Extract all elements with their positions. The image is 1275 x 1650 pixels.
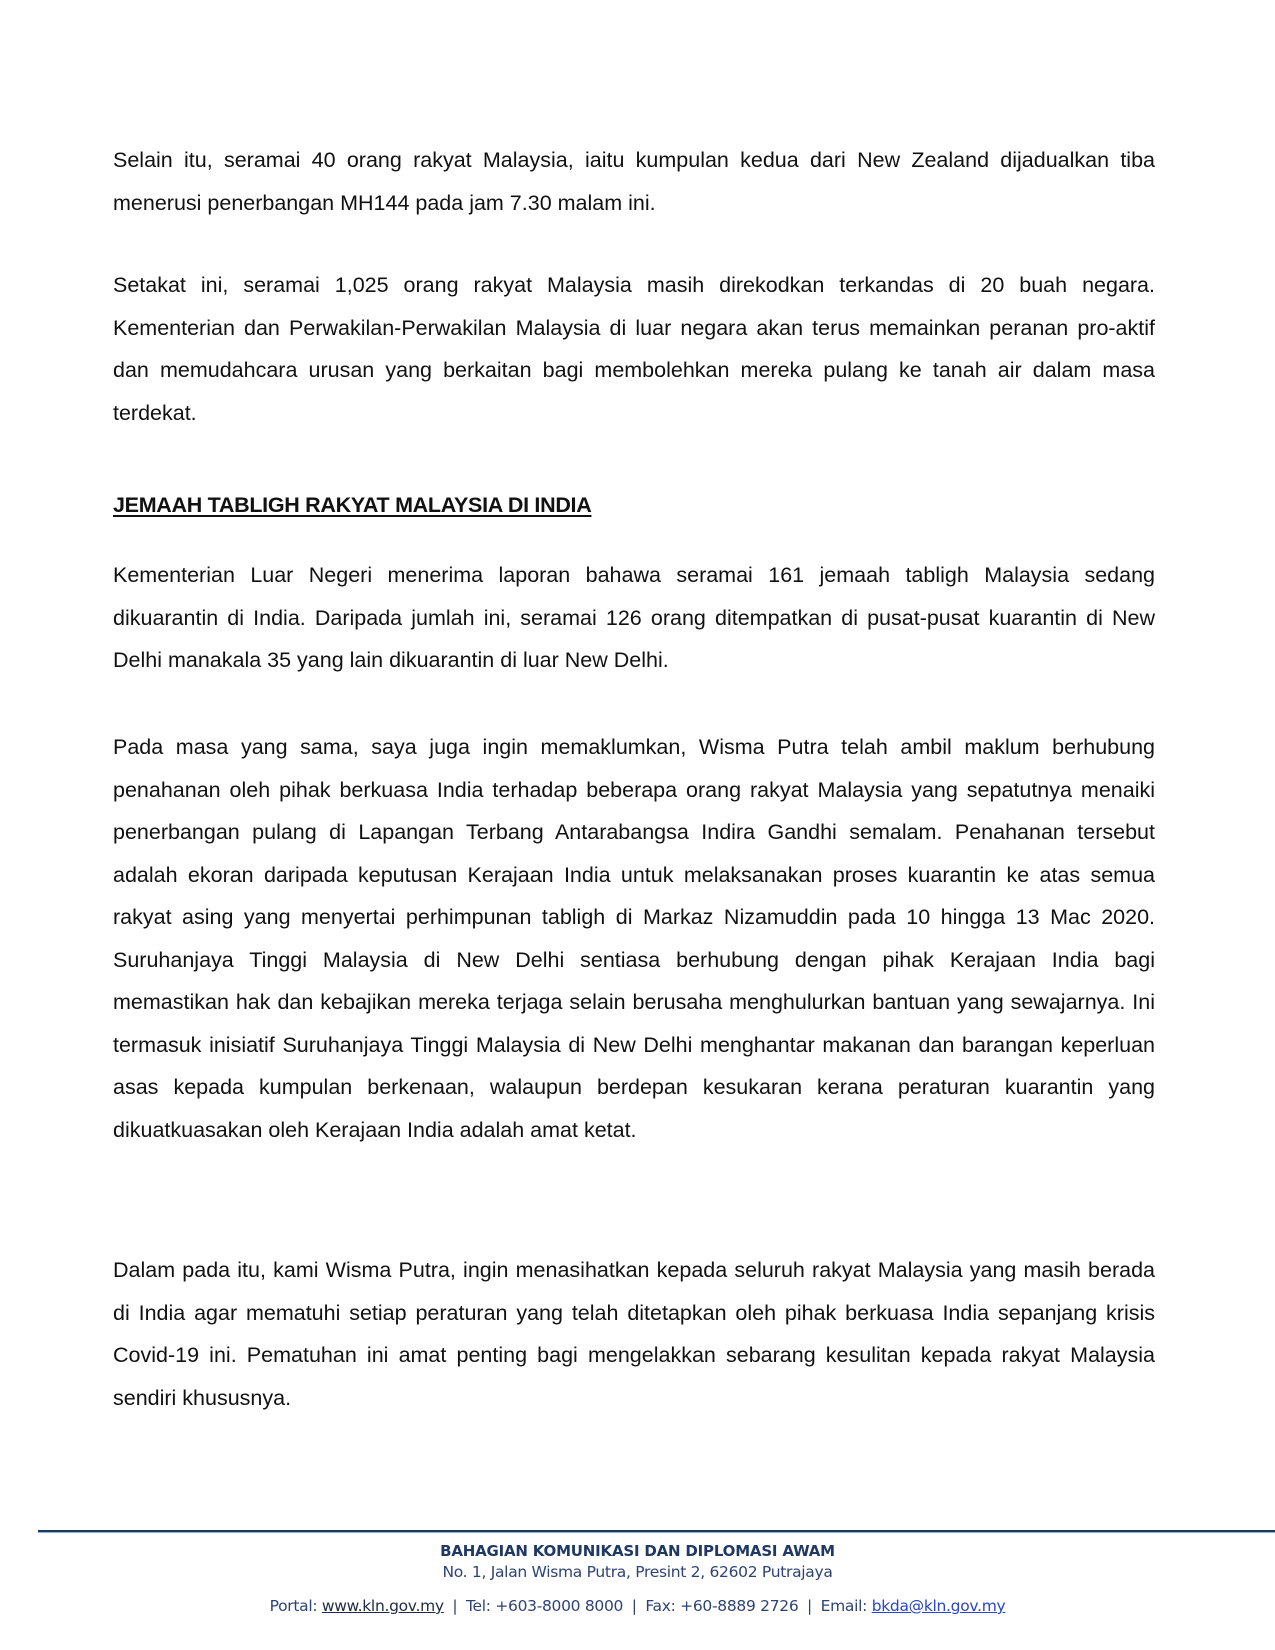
separator: | [807, 1597, 812, 1615]
footer-organization: BAHAGIAN KOMUNIKASI DAN DIPLOMASI AWAM [440, 1542, 835, 1560]
portal-link[interactable]: www.kln.gov.my [321, 1597, 444, 1615]
footer-divider [38, 1530, 1275, 1533]
paragraph-new-zealand-flight: Selain itu, seramai 40 orang rakyat Malaysia, iaitu kumpulan kedua dari New Zealand dijadualkan tiba menerusi penerbangan MH144 pada jam 7.30 malam ini. [113, 148, 1155, 215]
portal-label: Portal: [269, 1597, 318, 1615]
separator: | [631, 1597, 637, 1615]
footer-address: No. 1, Jalan Wisma Putra, Presint 2, 62602 Putrajaya [442, 1563, 833, 1581]
footer-contact-line [0, 1597, 1275, 1615]
paragraph-tabligh-quarantine: Kementerian Luar Negeri menerima laporan bahawa seramai 161 jemaah tabligh Malaysia sedang dikuarantin di India. Daripada jumlah ini, seramai 126 orang ditempatkan di pusat-pusat kuarantin di New Delhi manakala 35 yang lain dikuarantin di luar New Delhi. [113, 563, 1155, 672]
separator: | [452, 1597, 458, 1615]
paragraph-stranded-citizens: Setakat ini, seramai 1,025 orang rakyat Malaysia masih direkodkan terkandas di 20 buah negara. Kementerian dan Perwakilan-Perwakilan Malaysia di luar negara akan terus memainkan peranan pro-aktif dan memudahcara urusan yang berkaitan bagi membolehkan mereka pulang ke tanah air dalam masa terdekat. [113, 273, 1155, 425]
fax: Fax: +60-8889 2726 [645, 1597, 799, 1615]
paragraph-detention-india: Pada masa yang sama, saya juga ingin memaklumkan, Wisma Putra telah ambil maklum berhubung penahanan oleh pihak berkuasa India terhadap beberapa orang rakyat Malaysia yang sepatutnya menaiki penerbangan pulang di Lapangan Terbang Antarabangsa Indira Gandhi semalam. Penahanan tersebut adalah ekoran daripada keputusan Kerajaan India untuk melaksanakan proses kuarantin ke atas semua rakyat asing yang menyertai perhimpunan tabligh di Markaz Nizamuddin pada 10 hingga 13 Mac 2020. Suruhanjaya Tinggi Malaysia di New Delhi sentiasa berhubung dengan pihak Kerajaan India bagi memastikan hak dan kebajikan mereka terjaga selain berusaha menghulurkan bantuan yang sewajarnya. Ini termasuk inisiatif Suruhanjaya Tinggi Malaysia di New Delhi menghantar makanan dan barangan keperluan asas kepada kumpulan berkenaan, walaupun berdepan kesukaran kerana peraturan kuarantin yang dikuatkuasakan oleh Kerajaan India adalah amat ketat. [113, 735, 1155, 1142]
email-label: Email: [820, 1597, 868, 1615]
paragraph-advisory: Dalam pada itu, kami Wisma Putra, ingin menasihatkan kepada seluruh rakyat Malaysia yang masih berada di India agar mematuhi setiap peraturan yang telah ditetapkan oleh pihak berkuasa India sepanjang krisis Covid-19 ini. Pematuhan ini amat penting bagi mengelakkan sebarang kesulitan kepada rakyat Malaysia sendiri khususnya. [113, 1258, 1155, 1410]
telephone: Tel: +603-8000 8000 [466, 1597, 624, 1615]
section-heading: JEMAAH TABLIGH RAKYAT MALAYSIA DI INDIA [113, 493, 592, 517]
email-link[interactable]: bkda@kln.gov.my [871, 1597, 1006, 1615]
